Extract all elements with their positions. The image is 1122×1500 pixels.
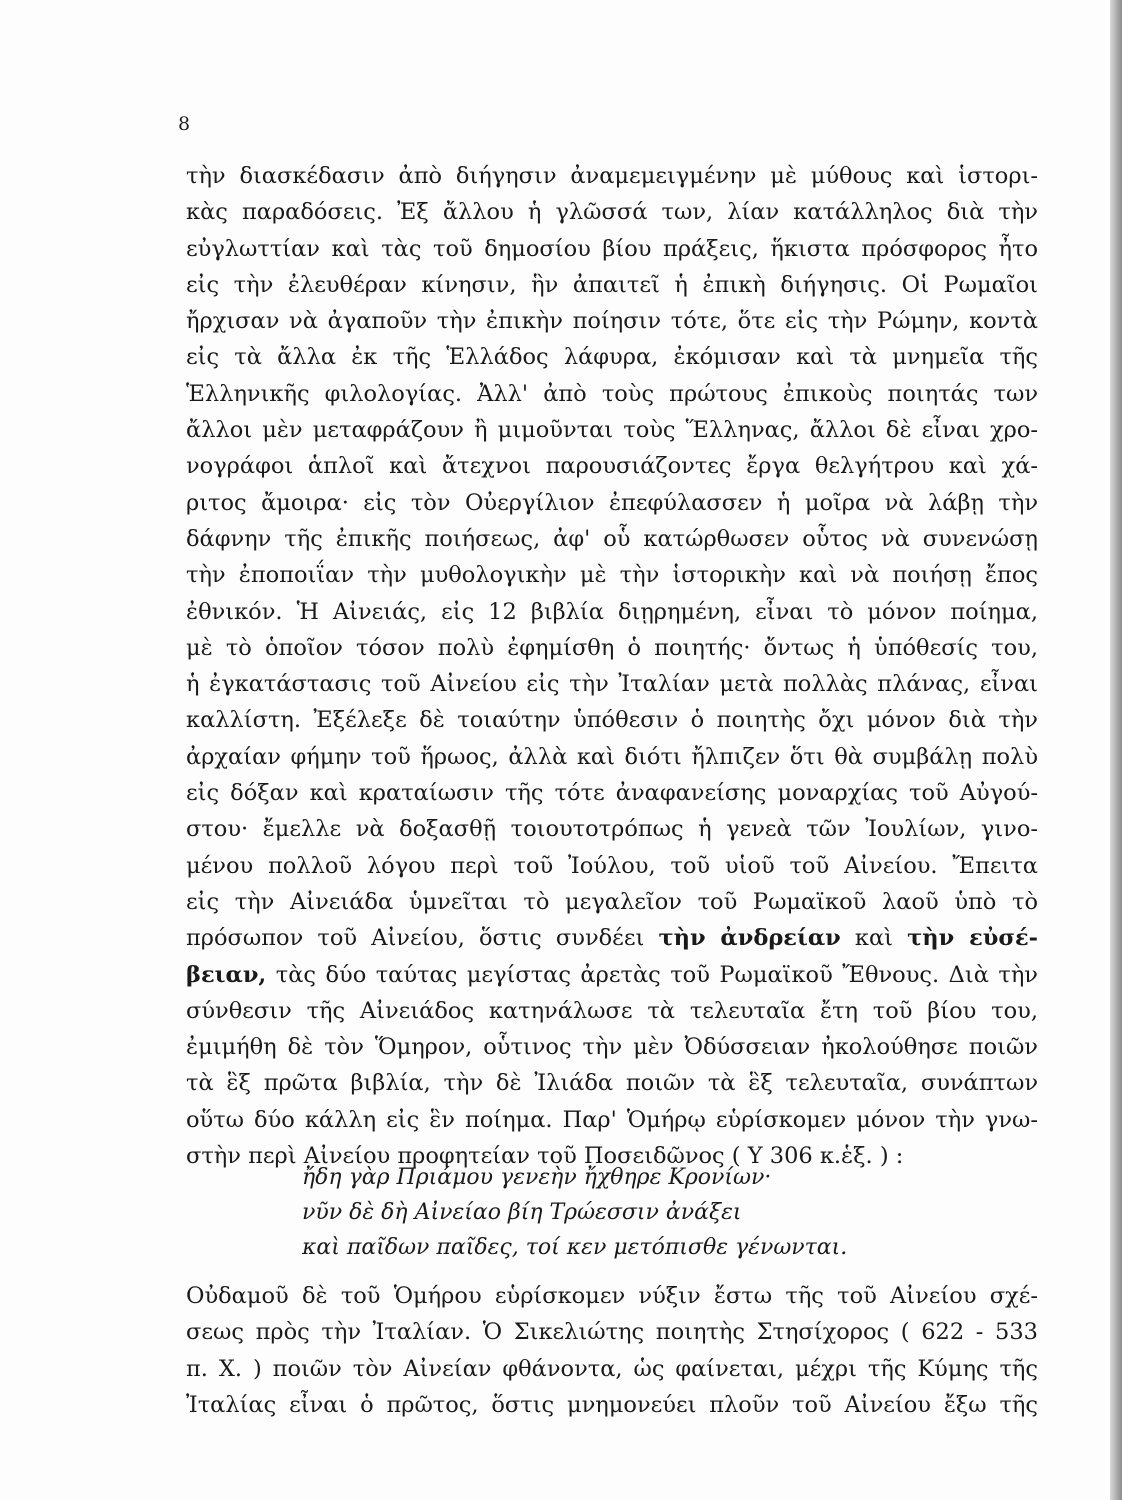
text-line: νογράφοι ἁπλοῖ καὶ ἄτεχνοι παρουσιάζοντες ἔργα θελγήτρου καὶ χά- [186, 453, 1038, 480]
text-run: τὰς δύο ταύτας μεγίστας ἀρετὰς τοῦ Ρωμαϊκοῦ Ἔθνους. Διὰ τὴν [266, 961, 1038, 988]
text-line: ἐμιμήθη δὲ τὸν Ὅμηρον, οὗτινος τὴν μὲν Ὀδύσσειαν ἠκολούθησε ποιῶν [186, 1034, 1038, 1061]
text-line: εἰς τὴν ἐλευθέραν κίνησιν, ἣν ἀπαιτεῖ ἡ ἐπικὴ διήγησις. Οἱ Ρωμαῖοι [186, 271, 1038, 298]
bold-term-eusebeia: τὴν εὐσέ- [907, 925, 1038, 952]
text-line: ἤρχισαν νὰ ἀγαποῦν τὴν ἐπικὴν ποίησιν τότε, ὅτε εἰς τὴν Ρώμην, κοντὰ [186, 308, 1038, 335]
text-line: τὴν διασκέδασιν ἀπὸ διήγησιν ἀναμεμειγμένην μὲ μύθους καὶ ἱστορι- [186, 163, 1038, 189]
bold-term-andreia: τὴν ἀνδρείαν [658, 925, 841, 952]
text-line: εἰς τὴν Αἰνειάδα ὑμνεῖται τὸ μεγαλεῖον τοῦ Ρωμαϊκοῦ λαοῦ ὑπὸ τὸ [186, 888, 1038, 915]
text-line: σεως πρὸς τὴν Ἰταλίαν. Ὁ Σικελιώτης ποιητὴς Στησίχορος ( 622 - 533 [186, 1319, 1038, 1346]
text-line-with-bold [186, 920, 1038, 956]
paragraph-second [186, 1278, 1038, 1423]
text-run: καὶ [840, 925, 908, 952]
paragraph-main [186, 158, 1038, 1174]
text-run: πρόσωπον τοῦ Αἰνείου, ὅστις συνδέει [186, 925, 659, 952]
text-line: εἰς δόξαν καὶ κραταίωσιν τῆς τότε ἀναφανείσης μοναρχίας τοῦ Αὐγού- [186, 780, 1038, 807]
text-line: εὐγλωττίαν καὶ τὰς τοῦ δημοσίου βίου πράξεις, ἥκιστα πρόσφορος ἦτο [186, 235, 1038, 262]
text-line: ἀρχαίαν φήμην τοῦ ἥρωος, ἀλλὰ καὶ διότι ἤλπιζεν ὅτι θὰ συμβάλῃ πολὺ [186, 743, 1038, 770]
text-line: Ἰταλίας εἶναι ὁ πρῶτος, ὅστις μνημονεύει πλοῦν τοῦ Αἰνείου ἔξω τῆς [186, 1391, 1038, 1418]
text-line: τὰ ἓξ πρῶτα βιβλία, τὴν δὲ Ἰλιάδα ποιῶν τὰ ἓξ τελευταῖα, συνάπτων [186, 1070, 1038, 1097]
text-line: Οὐδαμοῦ δὲ τοῦ Ὁμήρου εὑρίσκομεν νύξιν ἔστω τῆς τοῦ Αἰνείου σχέ- [186, 1283, 1038, 1309]
text-line: στου· ἔμελλε νὰ δοξασθῇ τοιουτοτρόπως ἡ γενεὰ τῶν Ἰουλίων, γινο- [186, 816, 1038, 843]
text-line: ριτος ἄμοιρα· εἰς τὸν Οὐεργίλιον ἐπεφύλασσεν ἡ μοῖρα νὰ λάβῃ τὴν [186, 489, 1038, 516]
verse-line: νῦν δὲ δὴ Αἰνείαο βίη Τρώεσσιν ἀνάξει [302, 1200, 742, 1225]
text-line: Ἑλληνικῆς φιλολογίας. Ἀλλ' ἀπὸ τοὺς πρώτους ἐπικοὺς ποιητάς των [186, 380, 1038, 407]
text-line: ἐθνικόν. Ἡ Αἰνειάς, εἰς 12 βιβλία διῃρημένη, εἶναι τὸ μόνον ποίημα, [186, 598, 1038, 625]
text-line: στὴν περὶ Αἰνείου προφητείαν τοῦ Ποσειδῶνος ( Υ 306 κ.ἑξ. ) : [186, 1143, 904, 1170]
text-line: οὕτω δύο κάλλη εἰς ἓν ποίημα. Παρ' Ὁμήρῳ εὑρίσκομεν μόνον τὴν γνω- [186, 1106, 1038, 1133]
text-line: ἡ ἐγκατάστασις τοῦ Αἰνείου εἰς τὴν Ἰταλίαν μετὰ πολλὰς πλάνας, εἶναι [186, 671, 1038, 698]
text-line: μένου πολλοῦ λόγου περὶ τοῦ Ἰούλου, τοῦ υἱοῦ τοῦ Αἰνείου. Ἔπειτα [186, 852, 1038, 879]
text-line: καλλίστη. Ἐξέλεξε δὲ τοιαύτην ὑπόθεσιν ὁ ποιητὴς ὄχι μόνον διὰ τὴν [186, 707, 1038, 734]
text-line: δάφνην τῆς ἐπικῆς ποιήσεως, ἀφ' οὗ κατώρθωσεν οὗτος νὰ συνενώσῃ [186, 525, 1038, 552]
text-line: ἄλλοι μὲν μεταφράζουν ἢ μιμοῦνται τοὺς Ἕλληνας, ἄλλοι δὲ εἶναι χρο- [186, 417, 1038, 444]
page-edge-shadow [1110, 0, 1122, 1500]
text-line-with-bold [186, 957, 1038, 993]
verse-line: ἤδη γὰρ Πριάμου γενεὴν ἤχθηρε Κρονίων· [302, 1165, 772, 1190]
text-line: εἰς τὰ ἄλλα ἐκ τῆς Ἑλλάδος λάφυρα, ἐκόμισαν καὶ τὰ μνημεῖα τῆς [186, 344, 1038, 371]
text-line: τὴν ἐποποιΐαν τὴν μυθολογικὴν μὲ τὴν ἱστορικὴν καὶ νὰ ποιήσῃ ἔπος [186, 562, 1038, 589]
verse-line: καὶ παῖδων παῖδες, τοί κεν μετόπισθε γένωνται. [302, 1235, 848, 1260]
text-line: κὰς παραδόσεις. Ἐξ ἄλλου ἡ γλῶσσά των, λίαν κατάλληλος διὰ τὴν [186, 199, 1038, 226]
homer-quotation [302, 1160, 922, 1265]
text-line: σύνθεσιν τῆς Αἰνειάδος κατηνάλωσε τὰ τελευταῖα ἔτη τοῦ βίου του, [186, 997, 1038, 1024]
text-line: π. Χ. ) ποιῶν τὸν Αἰνείαν φθάνοντα, ὡς φαίνεται, μέχρι τῆς Κύμης τῆς [186, 1355, 1038, 1382]
text-line: μὲ τὸ ὁποῖον τόσον πολὺ ἐφημίσθη ὁ ποιητής· ὄντως ἡ ὑπόθεσίς του, [186, 634, 1038, 661]
page-number: 8 [178, 113, 191, 135]
bold-term-eusebeia-end: βειαν, [186, 961, 267, 988]
